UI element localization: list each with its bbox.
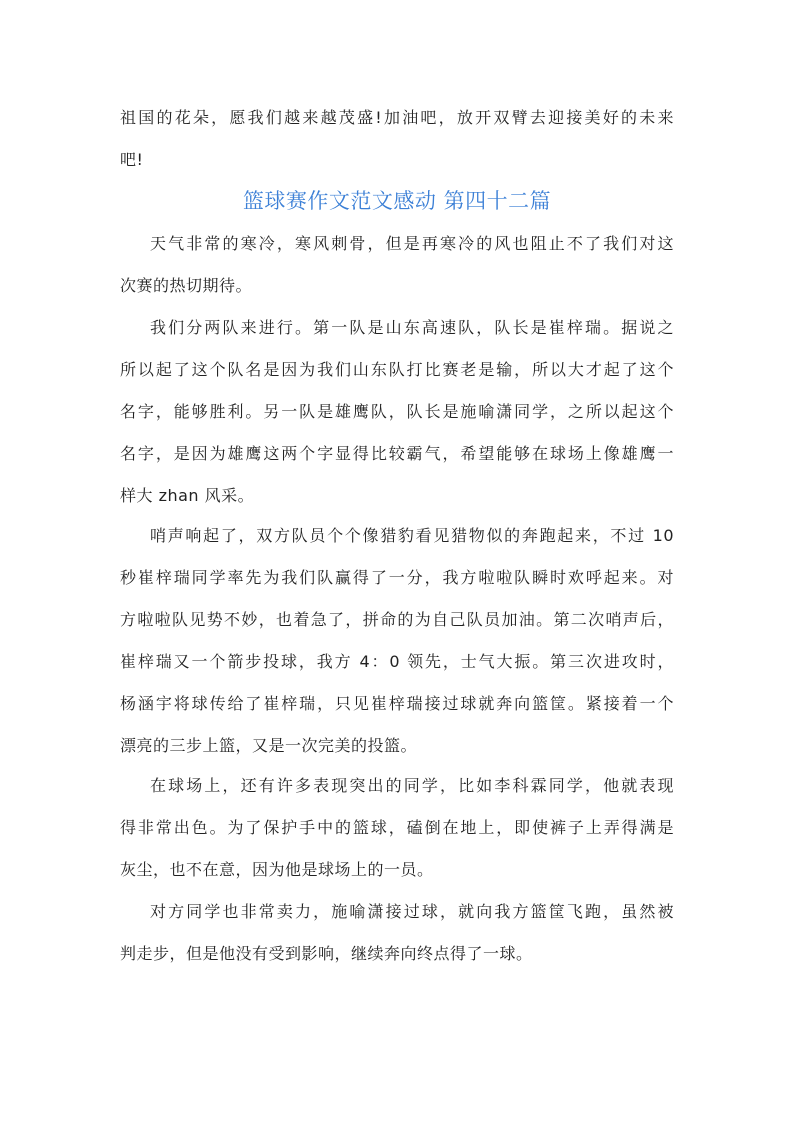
paragraph-2-line-4: 名字，是因为雄鹰这两个字显得比较霸气，希望能够在球场上像雄鹰一	[120, 444, 674, 463]
paragraph-3-line-4: 崔梓瑞又一个箭步投球，我方 4：0 领先，士气大振。第三次进攻时，	[120, 652, 674, 671]
paragraph-2-line-5: 样大 zhan 风采。	[120, 486, 255, 505]
paragraph-5-line-2: 判走步，但是他没有受到影响，继续奔向终点得了一球。	[120, 944, 533, 963]
paragraph-3-line-3: 方啦啦队见势不妙，也着急了，拼命的为自己队员加油。第二次哨声后，	[120, 610, 674, 629]
intro-line-1: 祖国的花朵，愿我们越来越茂盛!加油吧，放开双臂去迎接美好的未来	[120, 108, 674, 127]
paragraph-1-line-2: 次赛的热切期待。	[120, 276, 253, 295]
paragraph-4-line-1: 在球场上，还有许多表现突出的同学，比如李科霖同学，他就表现	[150, 776, 674, 795]
paragraph-3-line-5: 杨涵宇将球传给了崔梓瑞，只见崔梓瑞接过球就奔向篮筐。紧接着一个	[120, 694, 674, 713]
paragraph-3-line-6: 漂亮的三步上篮，又是一次完美的投篮。	[120, 736, 418, 755]
paragraph-5-line-1: 对方同学也非常卖力，施喻潇接过球，就向我方篮筐飞跑，虽然被	[150, 902, 674, 921]
paragraph-2-line-3: 名字，能够胜利。另一队是雄鹰队，队长是施喻潇同学，之所以起这个	[120, 402, 674, 421]
paragraph-4-line-3: 灰尘，也不在意，因为他是球场上的一员。	[120, 860, 434, 879]
paragraph-3-line-1: 哨声响起了，双方队员个个像猎豹看见猎物似的奔跑起来，不过 10	[150, 526, 674, 545]
paragraph-4-line-2: 得非常出色。为了保护手中的篮球，磕倒在地上，即使裤子上弄得满是	[120, 818, 674, 837]
paragraph-3-line-2: 秒崔梓瑞同学率先为我们队赢得了一分，我方啦啦队瞬时欢呼起来。对	[120, 568, 674, 587]
section-heading: 篮球赛作文范文感动 第四十二篇	[242, 189, 552, 213]
paragraph-1-line-1: 天气非常的寒冷，寒风刺骨，但是再寒冷的风也阻止不了我们对这	[150, 234, 674, 253]
paragraph-2-line-2: 所以起了这个队名是因为我们山东队打比赛老是输，所以大才起了这个	[120, 360, 674, 379]
paragraph-2-line-1: 我们分两队来进行。第一队是山东高速队，队长是崔梓瑞。据说之	[150, 318, 674, 337]
intro-line-2: 吧!	[120, 150, 144, 169]
